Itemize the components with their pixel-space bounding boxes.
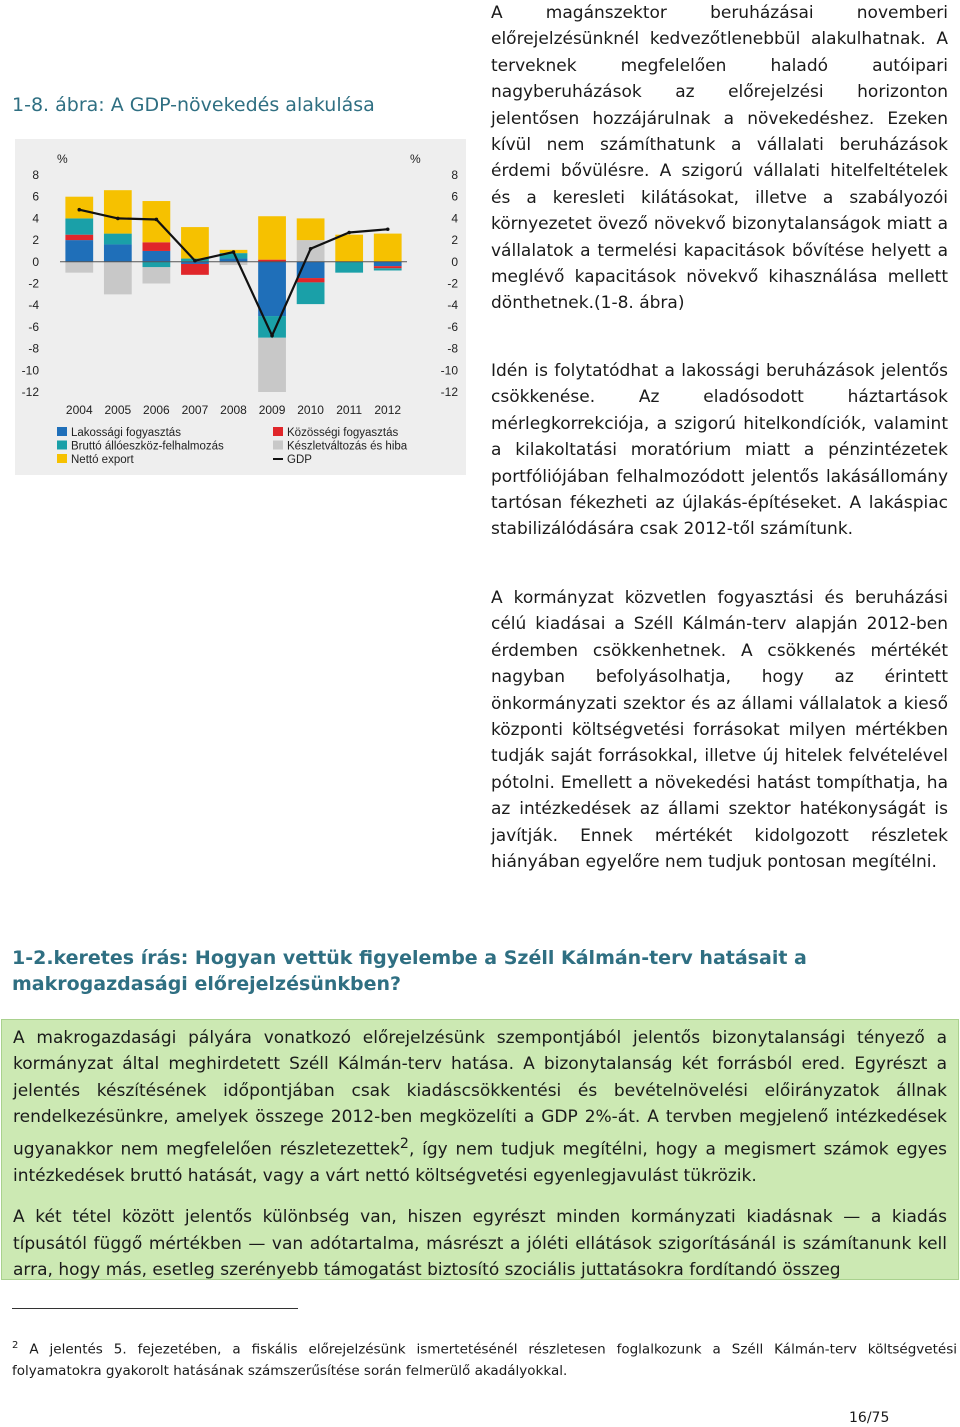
bar-segment: [297, 218, 325, 240]
box-title: 1-2.keretes írás: Hogyan vettük figyelembe a Széll Kálmán-terv hatásait a makrogazdasági előrejelzésünkben?: [12, 947, 807, 995]
x-tick-label: 2012: [374, 403, 402, 417]
bar-segment: [181, 227, 209, 258]
bar-segment: [258, 262, 286, 316]
x-tick-label: 2008: [220, 403, 247, 417]
gdp-point: [347, 231, 351, 235]
box-paragraph-2: A két tétel között jelentős különbség van, hiszen egyrészt minden kormányzati kiadásnak — a kiadás típusától függő mértékben — van adótartalma, másrészt a jóléti ellátások szigorításánál is számítanunk kell arra, hogy más, esetleg szerényebb támogatást biztosító szociális juttatásokra fordítandó összeg: [13, 1207, 947, 1280]
y-unit-right: %: [410, 152, 421, 166]
gdp-point: [270, 334, 274, 338]
bar-segment: [181, 264, 209, 275]
y-tick-label-right: -10: [440, 363, 458, 378]
paragraph-text: A kormányzat közvetlen fogyasztási és beruházási célú kiadásai a Széll Kálmán-terv alapján 2012-ben érdemben csökkenhetnek. A csökkenés mértékét nagyban befolyásolhatja, hogy az érintett önkormányzati szektor és az állami vállalatok a kieső központi költségvetési forrásokat milyen mértékben tudják saját forrásokkal, illetve új hitelek felvételével pótolni. Emellett a növekedési hatást tompíthatja, ha az intézkedések az állami szektor hatékonyságát is javítják. Ennek mértékét kidolgozott részletek hiányában egyelőre nem tudjuk pontosan megítélni.: [491, 588, 948, 873]
box-text: , így nem tudjuk megítélni, hogy a megismert számok egyes intézkedések bruttó hatását, vagy a várt nettó költségvetési egyenlegjavulást tükrözik.: [13, 1139, 948, 1186]
x-tick-label: 2007: [181, 403, 209, 417]
bar-segment: [143, 201, 171, 242]
gdp-point: [155, 218, 159, 222]
y-tick-label-left: -12: [21, 385, 39, 399]
y-tick-label-right: -6: [447, 319, 458, 334]
y-tick-label-left: -8: [28, 341, 39, 356]
box-paragraph-1: [13, 1025, 947, 1189]
y-tick-label-left: 2: [32, 233, 39, 248]
x-tick-label: 2004: [65, 403, 93, 417]
bar-segment: [143, 242, 171, 251]
legend-label: Bruttó állóeszköz-felhalmozás: [71, 440, 224, 453]
highlight-box: [1, 1019, 959, 1280]
x-tick-label: 2010: [297, 403, 324, 417]
legend-swatch: [273, 441, 283, 450]
gdp-point: [386, 227, 390, 231]
y-tick-label-left: 8: [32, 168, 39, 182]
legend-swatch: [57, 454, 67, 463]
bar-segment: [335, 262, 363, 273]
bar-segment: [335, 235, 363, 262]
paragraph-private-investment: [491, 0, 948, 317]
footnote-mark: 2: [12, 1340, 19, 1351]
footnote: [12, 1335, 957, 1382]
y-tick-label-right: 0: [451, 254, 458, 269]
bar-segment: [374, 268, 402, 270]
y-unit-left: %: [57, 152, 68, 166]
bar-segment: [374, 266, 402, 268]
gdp-point: [193, 259, 197, 263]
legend-label: Lakossági fogyasztás: [71, 427, 181, 439]
gdp-chart: [15, 139, 466, 475]
legend-label: Készletváltozás és hiba: [287, 440, 408, 453]
y-tick-label-left: -10: [21, 363, 39, 378]
gdp-point: [232, 250, 236, 254]
chart-svg: [15, 139, 466, 475]
legend-swatch: [273, 427, 283, 436]
bar-segment: [143, 262, 171, 267]
legend-label: Nettó export: [71, 454, 134, 466]
bar-segment: [104, 262, 132, 295]
bar-segment: [104, 244, 132, 261]
footnote-divider: [12, 1308, 298, 1309]
figure-title: 1-8. ábra: A GDP-növekedés alakulása: [12, 94, 375, 116]
y-tick-label-right: -12: [440, 385, 458, 399]
x-tick-label: 2011: [336, 403, 363, 417]
y-tick-label-right: 2: [451, 233, 458, 248]
bar-segment: [374, 262, 402, 266]
bar-segment: [65, 235, 93, 240]
page-number: 16/75: [849, 1410, 890, 1426]
gdp-point: [309, 247, 313, 251]
bar-segment: [65, 262, 93, 273]
x-tick-label: 2005: [104, 403, 132, 417]
legend-label: GDP: [287, 454, 312, 466]
footnote-text: A jelentés 5. fejezetében, a fiskális előrejelzésünk ismertetésénél részletesen foglalkozunk a Széll Kálmán-terv költségvetési folyamatokra gyakorolt hatásának számszerűsítése során felmerülő akadályokkal.: [12, 1341, 957, 1379]
bar-segment: [374, 234, 402, 262]
bar-segment: [104, 190, 132, 233]
bar-segment: [65, 197, 93, 219]
y-tick-label-right: 4: [451, 211, 458, 226]
bar-segment: [258, 216, 286, 259]
paragraph-text: A magánszektor beruházásai novemberi előrejelzésünknél kedvezőtlenebbül alakulhatnak. A terveknek megfelelően haladó autóipari nagyberuházások az előrejelzési horizonton jelentősen hozzájárulnak a növekedéshez. Ezeken kívül nem számíthatunk a vállalati beruházások érdemi bővülésre. A szigorú vállalati hitelfeltételek és a keresleti kilátásokat, illetve a szabályozói környezetet övező növekvő bizonytalanságok miatt a vállalatok a termelési kapacitások bővítése helyett a meglévő kapacitások növekvő kihasználása mellett dönthetnek.(1-8. ábra): [491, 3, 948, 314]
legend-swatch: [57, 441, 67, 450]
paragraph-government-spending: [491, 585, 948, 875]
footnote-ref[interactable]: 2: [399, 1135, 409, 1152]
y-tick-label-right: 8: [451, 168, 458, 182]
y-tick-label-left: -2: [28, 276, 39, 291]
x-tick-label: 2009: [258, 403, 286, 417]
gdp-point: [77, 208, 81, 212]
y-tick-label-left: 0: [32, 254, 39, 269]
x-tick-label: 2006: [143, 403, 170, 417]
legend-label: Közösségi fogyasztás: [287, 427, 399, 439]
bar-segment: [258, 338, 286, 392]
bar-segment: [297, 278, 325, 282]
bar-segment: [65, 218, 93, 234]
paragraph-household-investment: [491, 358, 948, 543]
y-tick-label-left: 6: [32, 189, 39, 204]
bar-segment: [104, 234, 132, 245]
bar-segment: [143, 251, 171, 262]
box-text: A makrogazdasági pályára vonatkozó előrejelzésünk szempontjából jelentős bizonytalansági tényező a kormányzat által meghirdetett Széll Kálmán-terv hatása. A bizonytalanság két forrásból ered. Egyrészt a jelentés készítésének időpontjában csak kiadáscsökkentési és bevételnövelési előirányzatok állnak rendelkezésünkre, amelyek összege 2012-ben megközelíti a GDP 2%-át. A tervben megjelenő intézkedések ugyanakkor nem megfelelően részletezettek: [13, 1028, 947, 1160]
y-tick-label-left: -4: [28, 298, 39, 313]
paragraph-text: Idén is folytatódhat a lakossági beruházások jelentős csökkenése. Az eladósodott háztartások mérlegkorrekciója, a szigorú hitelkondíciók, valamint a kilakoltatási moratórium miatt a pénzintézetek portfóliójában felhalmozódott jelentős lakásállomány tartósan fékezheti az újlakás-építéseket. A lakáspiac stabilizálódására csak 2012-től számítunk.: [491, 361, 948, 540]
gdp-point: [116, 217, 120, 221]
y-tick-label-left: 4: [32, 211, 39, 226]
bar-segment: [143, 267, 171, 283]
y-tick-label-right: -4: [447, 298, 458, 313]
y-tick-label-right: -2: [447, 276, 458, 291]
bar-segment: [65, 240, 93, 262]
y-tick-label-left: -6: [28, 319, 39, 334]
bar-segment: [297, 282, 325, 304]
y-tick-label-right: 6: [451, 189, 458, 204]
y-tick-label-right: -8: [447, 341, 458, 356]
legend-swatch: [57, 427, 67, 436]
